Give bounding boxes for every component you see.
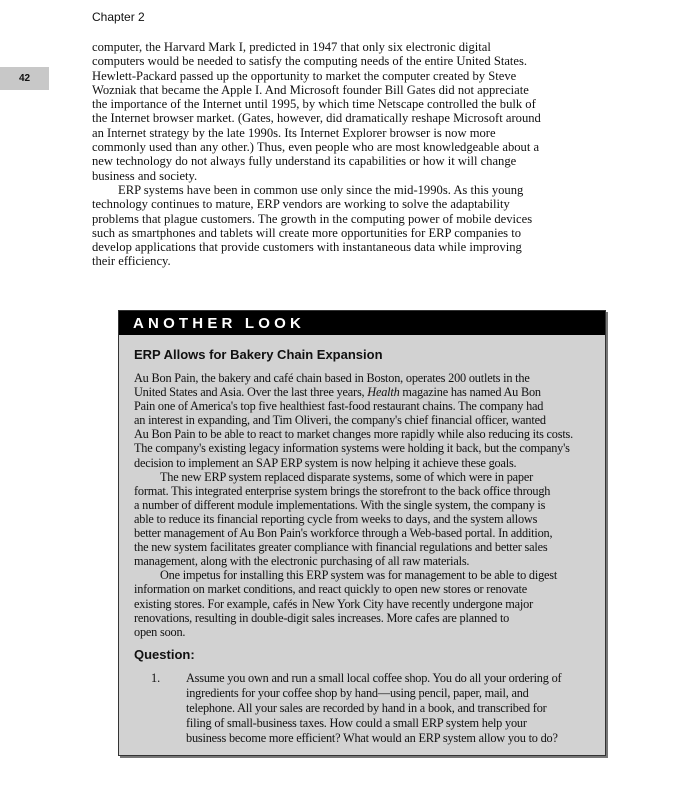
text-line: Au Bon Pain to be able to react to market changes more rapidly while also reducing its costs. — [134, 427, 573, 442]
text-line: Hewlett-Packard passed up the opportunity to market the computer created by Steve — [92, 68, 517, 83]
text-line: One impetus for installing this ERP system was for management to be able to digest — [160, 568, 558, 583]
box-header: ANOTHER LOOK — [119, 311, 605, 335]
text-line: computers would be needed to satisfy the computing needs of the entire United States. — [92, 54, 528, 69]
text-line: better management of Au Bon Pain's workforce through a Web-based portal. In addition, — [134, 526, 553, 541]
text-line: develop applications that provide customers with instantaneous data while improving — [92, 240, 522, 255]
text-line: Wozniak that became the Apple I. And Microsoft founder Bill Gates did not appreciate — [92, 82, 529, 97]
text-line: decision to implement an SAP ERP system is now helping it achieve these goals. — [134, 455, 517, 470]
another-look-box — [118, 310, 606, 756]
text-line: format. This integrated enterprise system brings the storefront to the back office through — [134, 483, 551, 498]
chapter-label: Chapter 2 — [92, 10, 145, 24]
text-line: the importance of the Internet until 1995, by which time Netscape controlled the bulk of — [92, 97, 536, 112]
question-line: ingredients for your coffee shop by hand—using pencil, paper, mail, and — [186, 686, 529, 700]
question-heading: Question: — [134, 647, 195, 662]
question-line: filing of small-business taxes. How could a small ERP system help your — [186, 716, 527, 730]
text-line: an Internet strategy by the late 1990s. Its Internet Explorer browser is now more — [92, 125, 496, 140]
text-line: commonly used than any other.) Thus, even people who are most knowledgeable about a — [92, 140, 540, 155]
text-line: the new system facilitates greater compliance with financial regulations and better sales — [134, 540, 548, 555]
question-list — [151, 671, 562, 746]
box-body — [134, 371, 573, 639]
text-line: information on market conditions, and react quickly to open new stores or renovate — [134, 582, 528, 597]
text-line: an interest in expanding, and Tim Oliveri, the company's chief financial officer, wanted — [134, 413, 546, 428]
text-line: new technology do not always fully understand its capabilities or how it will change — [92, 154, 517, 169]
text-line: Pain one of America's top five healthiest fast-food restaurant chains. The company had — [134, 399, 544, 414]
text-line: a number of different module implementations. With the single system, the company is — [134, 497, 546, 512]
text-line: able to reduce its financial reporting cycle from weeks to days, and the system allows — [134, 511, 538, 526]
box-title: ERP Allows for Bakery Chain Expansion — [134, 347, 383, 362]
text-line: Au Bon Pain, the bakery and café chain based in Boston, operates 200 outlets in the — [134, 371, 530, 385]
text-line: existing stores. For example, cafés in New York City have recently undergone major — [134, 596, 533, 611]
text-line: technology continues to mature, ERP vendors are working to solve the adaptability — [92, 197, 510, 212]
body-text — [92, 40, 541, 269]
text-line: United States and Asia. Over the last three years, Health magazine has named Au Bon — [134, 385, 541, 400]
question-number: 1. — [151, 671, 161, 685]
page-number: 42 — [0, 67, 49, 90]
question-line: business become more efficient? What would an ERP system allow you to do? — [186, 731, 558, 745]
text-line: computer, the Harvard Mark I, predicted in 1947 that only six electronic digital — [92, 40, 491, 54]
question-line: Assume you own and run a small local coffee shop. You do all your ordering of — [186, 671, 562, 685]
text-line: The new ERP system replaced disparate systems, some of which were in paper — [160, 469, 534, 484]
text-line: their efficiency. — [92, 254, 171, 269]
text-line: the Internet browser market. (Gates, however, did dramatically reshape Microsoft around — [92, 111, 541, 126]
text-line: problems that plague customers. The growth in the computing power of mobile devices — [92, 211, 533, 226]
text-line: such as smartphones and tablets will create more opportunities for ERP companies to — [92, 225, 522, 240]
text-line: management, along with the electronic purchasing of all raw materials. — [134, 554, 470, 569]
text-line: business and society. — [92, 168, 198, 183]
text-line: The company's existing legacy information systems were holding it back, but the company's — [134, 441, 570, 456]
text-line: open soon. — [134, 624, 186, 639]
question-line: telephone. All your sales are recorded by hand in a book, and transcribed for — [186, 701, 547, 715]
text-line: ERP systems have been in common use only since the mid-1990s. As this young — [118, 182, 524, 197]
text-line: renovations, resulting in double-digit sales increases. More cafes are planned to — [134, 610, 510, 625]
